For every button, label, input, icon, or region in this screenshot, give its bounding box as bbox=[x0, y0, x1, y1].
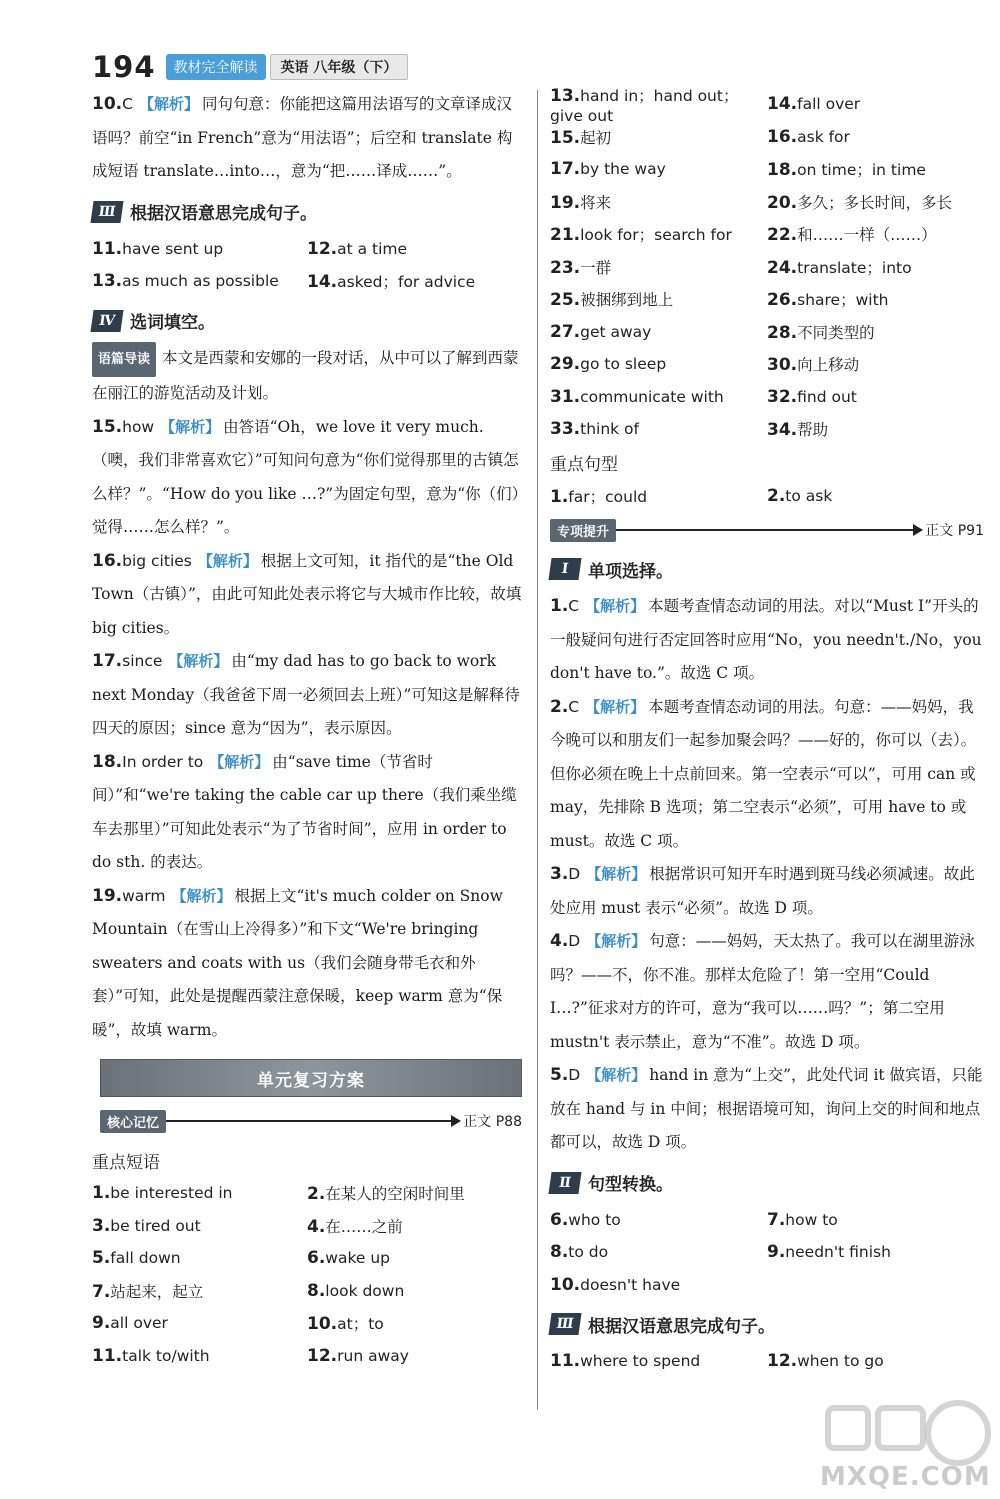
item-number: 34. bbox=[767, 420, 798, 441]
item-number: 1. bbox=[92, 1183, 111, 1204]
item-number: 26. bbox=[767, 290, 798, 311]
item-answer: as much as possible bbox=[122, 272, 279, 291]
item-answer: asked；for advice bbox=[337, 273, 476, 292]
answer-item-18 bbox=[92, 746, 522, 880]
analysis-tag: 【解析】 bbox=[209, 752, 270, 771]
item-answer: to ask bbox=[785, 486, 833, 505]
section-title: 句型转换。 bbox=[588, 1175, 673, 1195]
answer-row bbox=[550, 218, 984, 251]
item-number: 8. bbox=[550, 1242, 569, 1263]
item-number: 16. bbox=[92, 550, 123, 571]
item-number: 10. bbox=[92, 94, 123, 114]
item-answer: where to spend bbox=[580, 1352, 701, 1371]
answer-cell bbox=[92, 1313, 307, 1333]
item-answer: far；could bbox=[568, 487, 648, 506]
item-number: 11. bbox=[550, 1351, 581, 1372]
item-answer: when to go bbox=[797, 1352, 884, 1371]
item-number: 17. bbox=[92, 651, 123, 671]
item-answer: communicate with bbox=[580, 387, 724, 406]
item-number: 29. bbox=[550, 354, 581, 375]
answer-row bbox=[550, 413, 984, 446]
guide-badge: 语篇导读 bbox=[92, 342, 156, 378]
item-answer: 和……一样（……） bbox=[797, 226, 937, 245]
complete-sentence-list bbox=[550, 1345, 984, 1378]
answer-cell bbox=[550, 485, 767, 507]
answer-cell bbox=[767, 418, 984, 440]
phrases-heading: 重点短语 bbox=[92, 1152, 160, 1173]
answer-cell bbox=[92, 1280, 307, 1302]
answer-cell bbox=[767, 288, 984, 310]
phrases-list bbox=[92, 1177, 522, 1372]
item-answer: find out bbox=[797, 387, 857, 406]
item-number: 1. bbox=[550, 486, 569, 507]
item-number: 3. bbox=[550, 864, 569, 884]
item-answer: 不同类型的 bbox=[797, 323, 875, 342]
answer-cell bbox=[550, 387, 767, 407]
special-practice-bar bbox=[550, 516, 984, 544]
answer-cell bbox=[307, 1346, 522, 1366]
answer-item-3 bbox=[550, 858, 984, 925]
answer-row bbox=[550, 480, 984, 513]
item-number: 13. bbox=[550, 85, 581, 106]
item-answer: warm bbox=[122, 886, 166, 905]
answer-item-10 bbox=[92, 88, 522, 189]
item-number: 7. bbox=[767, 1209, 786, 1230]
item-number: 2. bbox=[767, 485, 786, 506]
item-number: 7. bbox=[92, 1281, 111, 1302]
item-number: 13. bbox=[92, 271, 123, 292]
item-number: 4. bbox=[550, 931, 569, 951]
item-number: 32. bbox=[767, 386, 798, 407]
answer-cell bbox=[307, 1248, 522, 1268]
answer-cell bbox=[767, 353, 984, 375]
unit-review-banner: 单元复习方案 bbox=[100, 1059, 522, 1097]
answer-row bbox=[550, 1204, 984, 1237]
answer-cell bbox=[767, 94, 984, 114]
item-answer: fall down bbox=[110, 1249, 181, 1268]
analysis-tag: 【解析】 bbox=[171, 886, 232, 905]
core-memory-badge: 核心记忆 bbox=[100, 1110, 166, 1133]
item-number: 12. bbox=[307, 238, 338, 259]
item-number: 16. bbox=[767, 126, 798, 147]
answer-row bbox=[92, 233, 522, 266]
analysis-text: hand in 意为“上交”，此处代词 it 做宾语，只能放在 hand 与 in 中间；根据语境可知，询问上交的时间和地点都可以，故选 D 项。 bbox=[550, 1066, 983, 1151]
answer-cell bbox=[767, 387, 984, 407]
answer-row bbox=[550, 348, 984, 381]
answer-cell bbox=[550, 159, 767, 179]
item-number: 1. bbox=[550, 596, 569, 616]
answer-cell bbox=[92, 1183, 307, 1203]
section-number-badge: Ⅲ bbox=[548, 1313, 581, 1335]
analysis-text: 根据上文可知，it 指代的是“the Old Town（古镇）”，由此可知此处表示将它与大城市作比较，故填 big cities。 bbox=[92, 551, 522, 637]
item-number: 9. bbox=[767, 1242, 786, 1263]
analysis-tag: 【解析】 bbox=[585, 697, 646, 716]
analysis-text: 同句句意：你能把这篇用法语写的文章译成汉语吗？前空“in French”意为“用法语”；后空和 translate 构成短语 translate…into…，意为“把……译成……”。 bbox=[92, 95, 513, 180]
section-1-heading bbox=[550, 552, 984, 586]
item-answer: who to bbox=[568, 1210, 621, 1229]
item-answer: C bbox=[122, 95, 133, 113]
subject-badge: 英语 八年级（下） bbox=[270, 54, 409, 80]
item-answer: 将来 bbox=[580, 193, 612, 212]
item-answer: D bbox=[568, 932, 581, 950]
item-answer: to do bbox=[568, 1243, 609, 1262]
item-answer: 起初 bbox=[580, 128, 612, 147]
analysis-text: 根据常识可知开车时遇到斑马线必须减速。故此处应用 must 表示“必须”。故选 D 项。 bbox=[550, 865, 975, 917]
item-number: 15. bbox=[92, 416, 123, 437]
item-number: 20. bbox=[767, 192, 798, 213]
answer-cell bbox=[550, 322, 767, 342]
item-number: 33. bbox=[550, 419, 581, 440]
answer-cell bbox=[767, 127, 984, 147]
page-reference: 正文 P88 bbox=[463, 1114, 522, 1130]
answer-item-17 bbox=[92, 645, 522, 746]
answer-cell bbox=[307, 1215, 522, 1237]
answer-cell bbox=[307, 1312, 522, 1334]
answer-item-16 bbox=[92, 545, 522, 646]
section-number-badge: Ⅱ bbox=[548, 1172, 581, 1194]
item-answer: fall over bbox=[797, 95, 861, 114]
answer-item-4 bbox=[550, 925, 984, 1059]
analysis-text: 本题考查情态动词的用法。句意：——妈妈，我今晚可以和朋友们一起参加聚会吗？——好的，你可以（去）。但你必须在晚上十点前回来。第一空表示“可以”，可用 can 或 may，先排除 B 选项；第二空表示“必须”，可用 have to 或 must。故选 C 项。 bbox=[550, 697, 977, 850]
answer-cell bbox=[767, 1242, 984, 1262]
special-practice-badge: 专项提升 bbox=[550, 519, 616, 542]
answer-row bbox=[92, 1210, 522, 1243]
item-number: 11. bbox=[92, 238, 123, 259]
answer-item-2 bbox=[550, 691, 984, 859]
item-answer: by the way bbox=[580, 160, 666, 179]
item-answer: at；to bbox=[337, 1315, 384, 1334]
item-number: 25. bbox=[550, 290, 581, 311]
item-answer: be interested in bbox=[110, 1184, 233, 1203]
answer-row bbox=[550, 316, 984, 349]
watermark-text: MXQE.COM bbox=[820, 1462, 991, 1492]
answer-row bbox=[550, 153, 984, 186]
answer-cell bbox=[767, 321, 984, 343]
answer-row bbox=[550, 251, 984, 284]
item-answer: all over bbox=[110, 1314, 168, 1333]
item-number: 18. bbox=[92, 751, 123, 772]
item-answer: have sent up bbox=[122, 239, 224, 258]
item-answer: 在某人的空闲时间里 bbox=[325, 1185, 465, 1204]
section-3-heading bbox=[92, 195, 522, 229]
item-answer: D bbox=[568, 865, 581, 883]
analysis-tag: 【解析】 bbox=[586, 1066, 647, 1084]
answer-cell bbox=[767, 1210, 984, 1230]
item-number: 2. bbox=[307, 1184, 326, 1205]
item-number: 6. bbox=[307, 1248, 326, 1269]
column-divider bbox=[537, 90, 538, 1410]
item-answer: 帮助 bbox=[797, 421, 829, 440]
item-answer: hand in；hand out；give out bbox=[550, 86, 739, 125]
item-answer: share；with bbox=[797, 291, 889, 310]
item-number: 15. bbox=[550, 127, 581, 148]
item-number: 30. bbox=[767, 355, 798, 376]
item-answer: how to bbox=[785, 1210, 838, 1229]
item-answer: think of bbox=[580, 420, 639, 439]
item-number: 3. bbox=[92, 1215, 111, 1236]
answer-row bbox=[92, 1242, 522, 1275]
sentences-list bbox=[550, 480, 984, 513]
page-reference: 正文 P91 bbox=[925, 523, 984, 539]
answer-cell bbox=[550, 223, 767, 245]
answer-item-1 bbox=[550, 590, 984, 691]
item-number: 4. bbox=[307, 1216, 326, 1237]
item-answer: go to sleep bbox=[580, 355, 667, 374]
analysis-tag: 【解析】 bbox=[197, 551, 258, 570]
answer-item-15 bbox=[92, 411, 522, 545]
item-number: 14. bbox=[307, 272, 338, 293]
item-answer: In order to bbox=[122, 752, 204, 771]
analysis-text: 由答语“Oh，we love it very much.（噢，我们非常喜欢它）”可知问句意为“你们觉得那里的古镇怎么样？”。“How do you like …?”为固定句型，意为“你（们）觉得……怎么样？”。 bbox=[92, 417, 520, 536]
section-title: 选词填空。 bbox=[130, 313, 215, 333]
item-number: 28. bbox=[767, 322, 798, 343]
item-answer: needn't finish bbox=[785, 1243, 891, 1262]
item-number: 12. bbox=[307, 1345, 338, 1366]
section-4-heading bbox=[92, 304, 522, 338]
answer-cell bbox=[92, 1346, 307, 1366]
section-title: 根据汉语意思完成句子。 bbox=[588, 1316, 775, 1337]
item-answer: 向上移动 bbox=[797, 356, 860, 375]
answer-cell bbox=[307, 1182, 522, 1204]
item-number: 19. bbox=[550, 192, 581, 213]
item-answer: wake up bbox=[325, 1249, 391, 1268]
answer-cell bbox=[550, 288, 767, 310]
core-memory-bar bbox=[100, 1107, 522, 1135]
item-answer: D bbox=[568, 1066, 581, 1084]
item-number: 5. bbox=[550, 1065, 569, 1085]
item-answer: 在……之前 bbox=[325, 1217, 403, 1236]
answer-item-5 bbox=[550, 1059, 984, 1160]
page-header bbox=[92, 50, 408, 84]
item-number: 10. bbox=[307, 1314, 338, 1335]
answer-row bbox=[550, 1236, 984, 1269]
analysis-text: 本题考查情态动词的用法。对以“Must I”开头的一般疑问句进行否定回答时应用“No，you needn't./No，you don't have to.”。故选 C 项。 bbox=[550, 597, 982, 682]
answer-row bbox=[92, 1307, 522, 1340]
item-answer: 多久；多长时间，多长 bbox=[797, 193, 953, 212]
answer-cell bbox=[550, 191, 767, 213]
item-number: 31. bbox=[550, 386, 581, 407]
answer-cell bbox=[550, 1242, 767, 1262]
item-answer: how bbox=[122, 417, 155, 436]
analysis-tag: 【解析】 bbox=[160, 417, 221, 436]
answer-row bbox=[550, 1269, 984, 1302]
section-number-badge: Ⅰ bbox=[548, 558, 581, 580]
answer-cell bbox=[767, 223, 984, 245]
answer-row bbox=[92, 1177, 522, 1210]
right-column bbox=[550, 85, 984, 1378]
answer-cell bbox=[92, 1248, 307, 1268]
item-answer: on time；in time bbox=[797, 161, 926, 180]
sentences-heading: 重点句型 bbox=[550, 455, 618, 475]
arrow-icon bbox=[616, 529, 915, 531]
answer-row bbox=[550, 186, 984, 219]
book-title-badge: 教材完全解读 bbox=[166, 54, 266, 80]
item-number: 14. bbox=[767, 94, 798, 115]
item-answer: run away bbox=[337, 1346, 409, 1365]
item-number: 6. bbox=[550, 1209, 569, 1230]
item-number: 8. bbox=[307, 1280, 326, 1301]
analysis-tag: 【解析】 bbox=[168, 652, 229, 670]
analysis-text: 由“save time（节省时间）”和“we're taking the cable car up there（我们乘坐缆车去那里）”可知此处表示“为了节省时间”，应用 in order to do sth. 的表达。 bbox=[92, 752, 517, 871]
item-number: 18. bbox=[767, 160, 798, 181]
analysis-tag: 【解析】 bbox=[586, 865, 647, 883]
answer-cell bbox=[550, 354, 767, 374]
phrases-list-continued bbox=[550, 85, 984, 446]
left-column bbox=[92, 88, 522, 1372]
answer-row bbox=[550, 121, 984, 154]
item-number: 9. bbox=[92, 1313, 111, 1334]
section-number-badge: Ⅳ bbox=[90, 310, 123, 332]
passage-guide bbox=[92, 342, 522, 411]
item-answer: C bbox=[568, 697, 580, 716]
item-answer: get away bbox=[580, 322, 652, 341]
item-answer: talk to/with bbox=[122, 1346, 210, 1365]
section-title: 根据汉语意思完成句子。 bbox=[130, 204, 317, 224]
item-number: 2. bbox=[550, 696, 569, 717]
section-2-heading bbox=[550, 1166, 984, 1200]
item-number: 24. bbox=[767, 257, 798, 278]
analysis-tag: 【解析】 bbox=[586, 932, 647, 950]
item-number: 17. bbox=[550, 159, 581, 180]
analysis-text: 根据上文“it's much colder on Snow Mountain（在雪山上冷得多）”和下文“We're bringing sweaters and coats with us（我们会随身带毛衣和外套）”可知，此处是提醒西蒙注意保暖，keep warm 意为“保暖”，故填 warm。 bbox=[92, 886, 503, 1039]
answer-cell bbox=[767, 158, 984, 180]
item-answer: 一群 bbox=[580, 258, 612, 277]
page-number: 194 bbox=[92, 50, 156, 84]
section-number-badge: Ⅲ bbox=[90, 201, 123, 223]
item-answer: since bbox=[122, 652, 163, 670]
analysis-tag: 【解析】 bbox=[138, 95, 199, 113]
item-number: 23. bbox=[550, 257, 581, 278]
answer-cell bbox=[307, 1281, 522, 1301]
answer-cell bbox=[550, 1275, 767, 1295]
answer-cell bbox=[767, 486, 984, 506]
answer-item-19 bbox=[92, 880, 522, 1048]
item-answer: look down bbox=[325, 1281, 405, 1300]
item-answer: ask for bbox=[797, 127, 850, 146]
item-number: 12. bbox=[767, 1351, 798, 1372]
answer-cell bbox=[550, 419, 767, 439]
item-answer: translate；into bbox=[797, 258, 912, 277]
answer-row bbox=[550, 381, 984, 414]
sentence-transform-list bbox=[550, 1204, 984, 1302]
arrow-icon bbox=[166, 1120, 453, 1122]
item-answer: C bbox=[568, 597, 580, 615]
item-answer: 被捆绑到地上 bbox=[580, 291, 674, 310]
item-number: 22. bbox=[767, 225, 798, 246]
item-number: 27. bbox=[550, 321, 581, 342]
answer-row bbox=[92, 1340, 522, 1373]
answer-cell bbox=[550, 126, 767, 148]
item-answer: 站起来，起立 bbox=[110, 1282, 204, 1301]
item-answer: doesn't have bbox=[580, 1275, 681, 1294]
answer-cell bbox=[92, 1216, 307, 1236]
section-3-heading-right bbox=[550, 1307, 984, 1341]
answer-row bbox=[550, 85, 984, 125]
analysis-text: 由“my dad has to go back to work next Monday（我爸爸下周一必须回去上班）”可知这是解释待四天的原因；since 意为“因为”，表示原因。 bbox=[92, 652, 520, 737]
section-title: 单项选择。 bbox=[588, 561, 673, 582]
answer-cell bbox=[550, 1210, 767, 1230]
item-number: 19. bbox=[92, 885, 123, 906]
item-answer: at a time bbox=[337, 239, 408, 258]
answer-cell bbox=[767, 191, 984, 213]
answer-cell bbox=[550, 256, 767, 278]
item-number: 21. bbox=[550, 225, 581, 246]
item-answer: be tired out bbox=[110, 1216, 201, 1235]
analysis-tag: 【解析】 bbox=[585, 597, 646, 615]
answer-row bbox=[92, 265, 522, 298]
answer-cell bbox=[767, 1351, 984, 1371]
item-number: 11. bbox=[92, 1345, 123, 1366]
guide-text: 本文是西蒙和安娜的一段对话，从中可以了解到西蒙在丽江的游览活动及计划。 bbox=[92, 348, 519, 402]
answer-cell bbox=[550, 1351, 767, 1371]
answer-cell bbox=[767, 256, 984, 278]
analysis-text: 句意：——妈妈，天太热了。我可以在湖里游泳吗？——不，你不准。那样太危险了！第一空用“Could I…?”征求对方的许可，意为“我可以……吗？”；第二空用 mustn't 表示禁止，意为“不准”。故选 D 项。 bbox=[550, 932, 975, 1051]
answer-row bbox=[550, 1345, 984, 1378]
item-number: 5. bbox=[92, 1248, 111, 1269]
item-answer: look for；search for bbox=[580, 226, 732, 245]
answer-row bbox=[550, 283, 984, 316]
item-number: 10. bbox=[550, 1274, 581, 1295]
item-answer: big cities bbox=[122, 551, 192, 570]
answer-cell bbox=[550, 84, 767, 125]
answer-row bbox=[92, 1275, 522, 1308]
